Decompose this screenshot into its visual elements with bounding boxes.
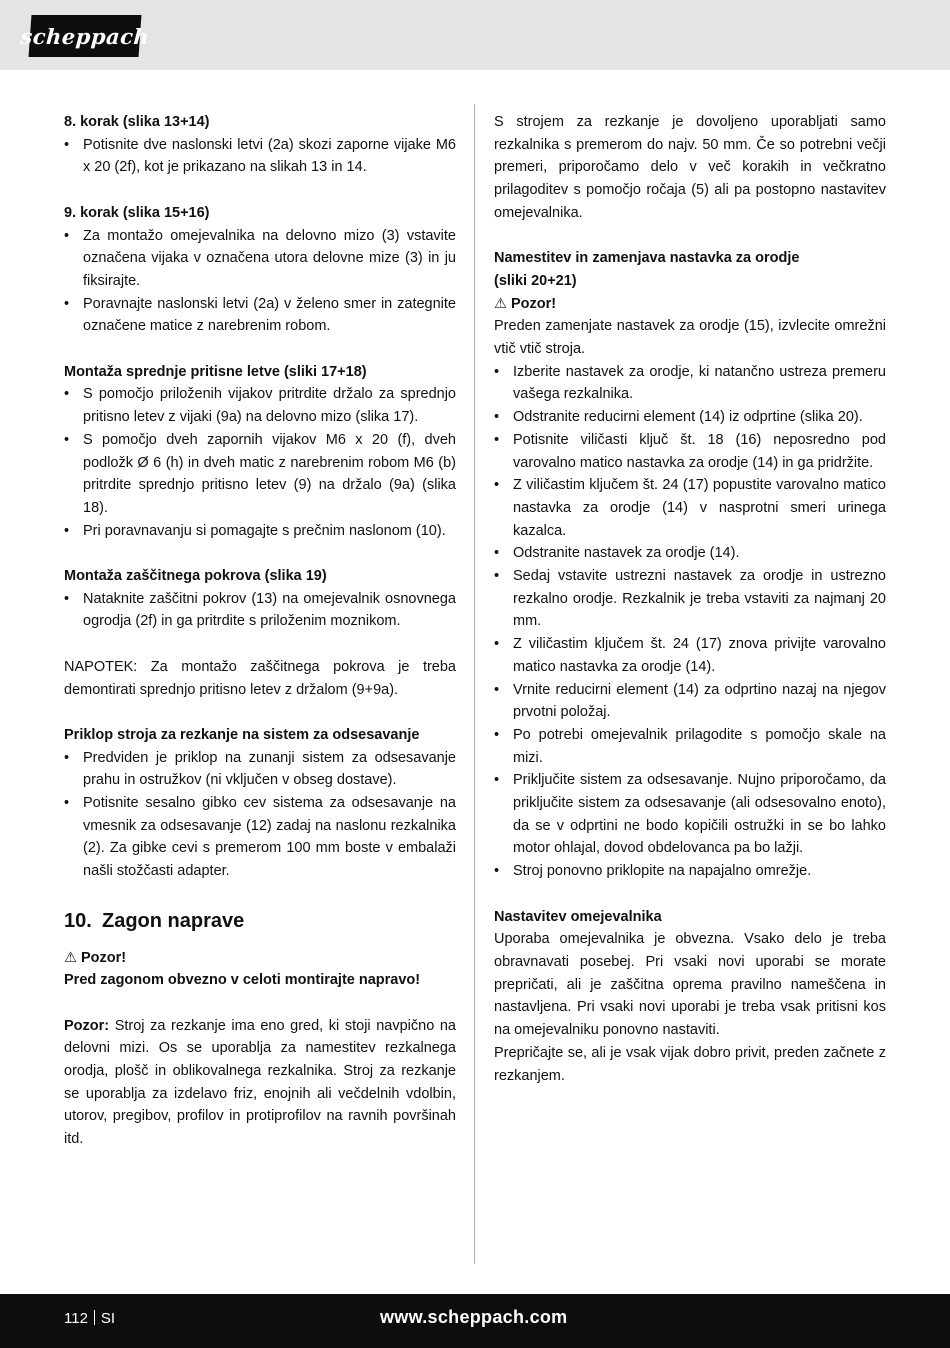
step8-list: [64, 134, 456, 179]
section-title-text: Zagon naprave: [102, 909, 245, 932]
list-item: • Izberite nastavek za orodje, ki natančno ustreza premeru vašega rezkalnika.: [494, 361, 886, 406]
tool-warning-line: [494, 293, 886, 316]
warning-text: Pred zagonom obvezno v celoti montirajte napravo!: [64, 972, 421, 989]
intro-paragraph: S strojem za rezkanje je dovoljeno uporabljati samo rezkalnika s premerom do najv. 50 mm. Če so potrebni večji premeri, priporočamo delo v več korakih in večkratno prilagoditev s pomočjo ročaja (5) ali pa postopno nastavitev omejevalnika.: [494, 114, 886, 221]
list-item: • Nataknite zaščitni pokrov (13) na omejevalnik osnovnega ogrodja (2f) in ga pritrdite s priloženim moznikom.: [64, 588, 456, 633]
pozor-text: Stroj za rezkanje ima eno gred, ki stoji navpično na delovni mizi. Os se uporablja za namestitev rezkalnega orodja, plošč in oblikovalnega rezkalnika. Stroj za rezkanje se uporablja za izdelavo friz, enojnih ali večdelnih vdolbin, utorov, pregibov, profilov in protiprofilov na ravnih površinah itd.: [64, 1017, 456, 1148]
warning-icon: ⚠: [64, 949, 77, 966]
list-item: • Odstranite nastavek za orodje (14).: [494, 542, 886, 565]
list-item: • Za montažo omejevalnika na delovno mizo (3) vstavite označena vijaka v označena utora delovne mize (3) in ju fiksirajte.: [64, 225, 456, 293]
tool-steps-list: [494, 361, 886, 883]
list-item: • Priključite sistem za odsesavanje. Nujno priporočamo, da priključite sistem za odsesavanje (ali odsesovalno enoto), da se v odprtini ne bodo kopičili ostružki in se bo lahko motor ohlajal, dovod obdelovanca pa bo lažji.: [494, 769, 886, 860]
list-item: • Z viličastim ključem št. 24 (17) znova privijte varovalno matico nastavka za orodje (14).: [494, 633, 886, 678]
step8-heading: 8. korak (slika 13+14): [64, 114, 210, 130]
tool-heading-line2: (sliki 20+21): [494, 272, 577, 289]
page-footer: [0, 1294, 950, 1348]
pozor-paragraph: [64, 1015, 456, 1151]
warning-line: [64, 947, 456, 970]
list-item: • Vrnite reducirni element (14) za odprtino nazaj na njegov prvotni položaj.: [494, 679, 886, 724]
list-item: • S pomočjo dveh zapornih vijakov M6 x 20 (f), dveh podložk Ø 6 (h) in dveh matic z narebrenim robom M6 (b) pritrdite sprednjo pritisno letev (9) na držalo (9a) (slika 18).: [64, 429, 456, 520]
warning-label: Pozor!: [511, 295, 557, 312]
limiter-paragraph-1: Uporaba omejevalnika je obvezna. Vsako delo je treba obravnavati posebej. Pri vsaki novi uporabi se morate prepričati, ali je zaščitna oprema pravilno nameščena in nastavljena. Pri vsaki novi uporabi je treba vsak pritisni kos na omejevalniku ponovno nastaviti.: [494, 931, 886, 1039]
scheppach-logo: scheppach: [29, 15, 142, 57]
list-item: • Sedaj vstavite ustrezni nastavek za orodje in ustrezno rezkalno orodje. Rezkalnik je treba vstaviti za najmanj 20 mm.: [494, 565, 886, 633]
tool-heading-line1: Namestitev in zamenjava nastavka za orodje: [494, 250, 800, 267]
note-paragraph: NAPOTEK: Za montažo zaščitnega pokrova je treba demontirati sprednjo pritisno letev z držalom (9+9a).: [64, 658, 456, 698]
left-column: [64, 111, 456, 1151]
list-item: • Potisnite sesalno gibko cev sistema za odsesavanje na vmesnik za odsesavanje (12) zadaj na naslonu rezkalnika (2). Za gibke cevi s premerom 100 mm boste v embalaži našli stožčasti adapter.: [64, 792, 456, 883]
column-divider: [474, 104, 475, 1264]
right-column: [494, 111, 886, 1087]
limiter-heading: Nastavitev omejevalnika: [494, 908, 662, 925]
limiter-paragraph-2: Prepričajte se, ali je vsak vijak dobro privit, preden začnete z rezkanjem.: [494, 1044, 886, 1084]
list-item: • Pri poravnavanju si pomagajte s prečnim naslonom (10).: [64, 520, 456, 543]
guard-list: [64, 588, 456, 633]
page-number-value: 112: [64, 1310, 88, 1327]
front-bar-heading: Montaža sprednje pritisne letve (sliki 17+18): [64, 363, 367, 380]
warning-label: Pozor!: [81, 949, 127, 966]
section-number: 10.: [64, 909, 92, 932]
guard-heading: Montaža zaščitnega pokrova (slika 19): [64, 568, 327, 585]
list-item: • S pomočjo priloženih vijakov pritrdite držalo za sprednjo pritisno letev z vijaki (9a) na delovno mizo (slika 17).: [64, 383, 456, 428]
language-code: SI: [100, 1310, 116, 1327]
list-item: • Z viličastim ključem št. 24 (17) popustite varovalno matico nastavka za orodje (14) v nasprotni smeri urinega kazalca.: [494, 474, 886, 542]
list-item: • Potisnite dve naslonski letvi (2a) skozi zaporne vijake M6 x 20 (2f), kot je prikazano na slikah 13 in 14.: [64, 134, 456, 179]
list-item: • Stroj ponovno priklopite na napajalno omrežje.: [494, 860, 886, 883]
list-item: • Predviden je priklop na zunanji sistem za odsesavanje prahu in ostružkov (ni vključen v obseg dostave).: [64, 747, 456, 792]
list-item: • Potisnite viličasti ključ št. 18 (16) neposredno pod varovalno matico nastavka za orodje (14) in ga pridržite.: [494, 429, 886, 474]
section-10-title: [64, 906, 456, 941]
step9-list: [64, 225, 456, 339]
page-header: [0, 0, 950, 70]
step9-heading: 9. korak (slika 15+16): [64, 204, 210, 221]
page-number: [64, 1310, 115, 1327]
tool-warning-text: Preden zamenjate nastavek za orodje (15), izvlecite omrežni vtič vtič stroja.: [494, 318, 886, 358]
pozor-label: Pozor:: [64, 1017, 110, 1034]
list-item: • Po potrebi omejevalnik prilagodite s pomočjo skale na mizi.: [494, 724, 886, 769]
website-link[interactable]: www.scheppach.com: [380, 1307, 568, 1327]
dust-extraction-list: [64, 747, 456, 883]
warning-icon: ⚠: [494, 295, 507, 312]
list-item: • Poravnajte naslonski letvi (2a) v želeno smer in zategnite označene matice z narebrenim robom.: [64, 293, 456, 338]
front-bar-list: [64, 383, 456, 542]
list-item: • Odstranite reducirni element (14) iz odprtine (slika 20).: [494, 406, 886, 429]
dust-extraction-heading: Priklop stroja za rezkanje na sistem za odsesavanje: [64, 726, 420, 743]
separator: [94, 1310, 95, 1325]
